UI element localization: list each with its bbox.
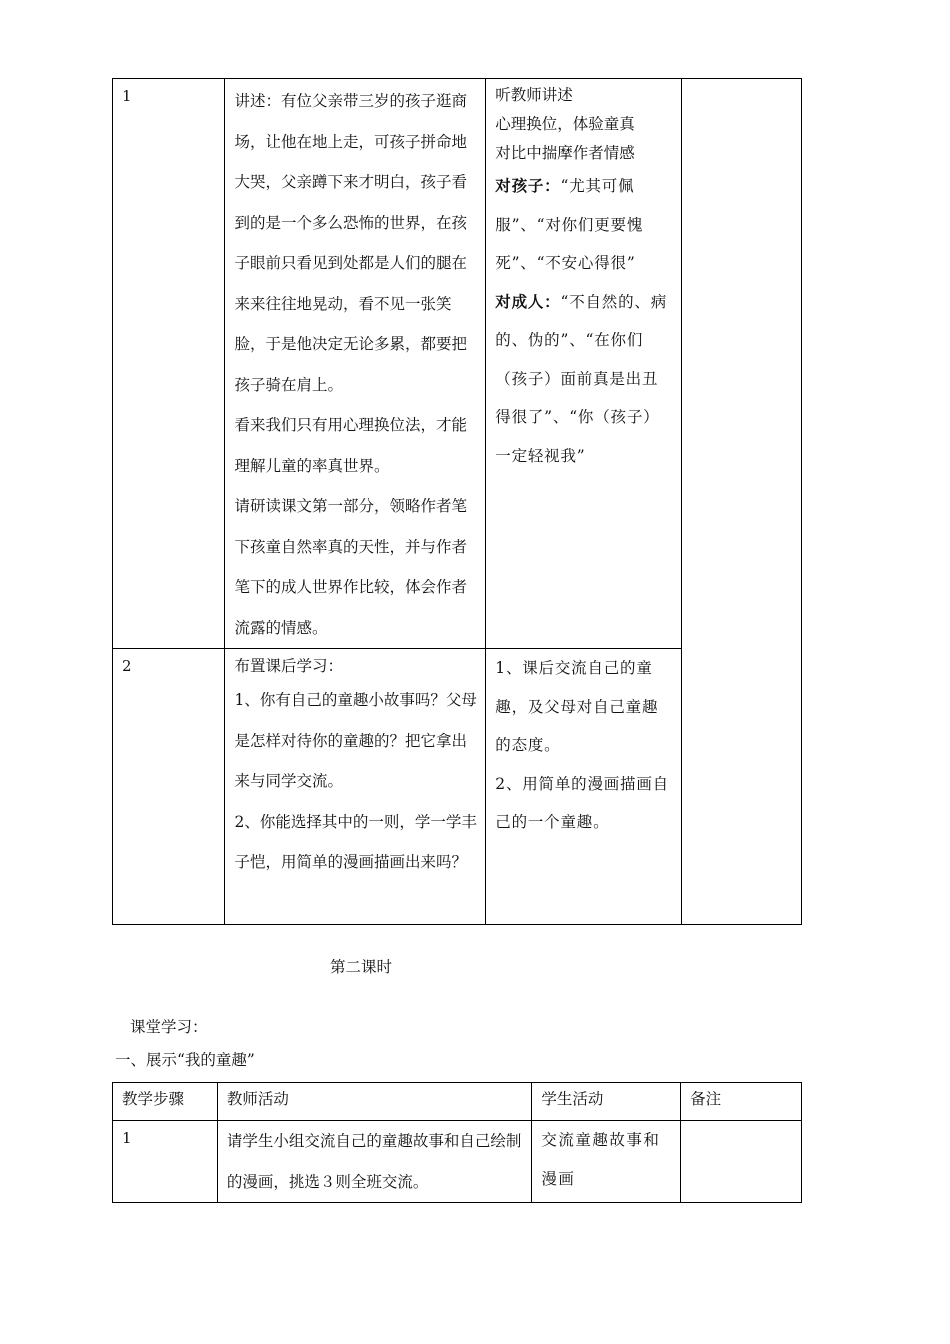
student-paragraph: 2、用简单的漫画描画自己的一个童趣。 [495, 774, 669, 831]
teacher-paragraph: 看来我们只有用心理换位法，才能理解儿童的率真世界。 [234, 416, 467, 475]
student-line: 听教师讲述 [495, 86, 573, 104]
student-activity-cell [532, 1121, 681, 1203]
lesson-table-2 [112, 1082, 802, 1203]
step-cell [113, 649, 225, 925]
teacher-activity-cell [217, 1121, 532, 1203]
teacher-paragraph: 布置课后学习： [234, 657, 343, 675]
student-activity-cell [486, 649, 681, 925]
header-note: 备注 [690, 1090, 722, 1108]
step-number: 2 [122, 657, 132, 675]
teacher-paragraph: 1、你有自己的童趣小故事吗？父母是怎样对待你的童趣的？把它拿出来与同学交流。 [234, 691, 477, 790]
student-adult-comment [495, 283, 672, 476]
class-study-heading: 课堂学习： [130, 1018, 208, 1036]
step-cell [113, 1121, 218, 1203]
child-label: 对孩子： [495, 176, 561, 195]
table-row [113, 79, 802, 649]
adult-label: 对成人： [495, 291, 561, 311]
step-number: 1 [122, 1129, 132, 1147]
session-heading: 第二课时 [330, 958, 393, 976]
student-text: 交流童趣故事和漫画 [541, 1131, 661, 1188]
student-paragraph: 1、课后交流自己的童趣，及父母对自己童趣的态度。 [495, 659, 659, 754]
header-cell [217, 1083, 532, 1121]
student-activity-cell [486, 79, 681, 649]
table-header-row [113, 1083, 802, 1121]
header-teacher: 教师活动 [226, 1090, 289, 1108]
student-line: 对比中揣摩作者情感 [495, 144, 635, 162]
header-student: 学生活动 [541, 1090, 604, 1108]
teacher-paragraph: 2、你能选择其中的一则，学一学丰子恺，用简单的漫画描画出来吗？ [234, 812, 477, 871]
teacher-text: 请学生小组交流自己的童趣故事和自己绘制的漫画，挑选３则全班交流。 [226, 1132, 522, 1191]
notes-cell [681, 79, 801, 925]
header-cell [532, 1083, 681, 1121]
step-cell [113, 79, 225, 649]
header-cell [681, 1083, 802, 1121]
step-number: 1 [122, 87, 132, 105]
table-row [113, 1121, 802, 1203]
teacher-paragraph: 讲述：有位父亲带三岁的孩子逛商场，让他在地上走，可孩子拼命地大哭，父亲蹲下来才明白，孩子看到的是一个多么恐怖的世界，在孩子眼前只看见到处都是人们的腿在来来往往地晃动，看不见一张笑脸，于是他决定无论多累，都要把孩子骑在肩上。 [234, 92, 467, 394]
student-child-comment [495, 167, 672, 283]
teacher-activity-cell [225, 649, 486, 925]
lesson-table-1 [112, 78, 802, 925]
notes-cell [681, 1121, 802, 1203]
student-line: 心理换位，体验童真 [495, 115, 635, 133]
teacher-paragraph: 请研读课文第一部分，领略作者笔下孩童自然率真的天性，并与作者笔下的成人世界作比较，体会作者流露的情感。 [234, 497, 467, 637]
header-step: 教学步骤 [122, 1090, 185, 1108]
child-text: “尤其可佩服”、“对你们更要愧死”、“不安心得很” [495, 177, 644, 272]
adult-text: “不自然的、病的、伪的”、“在你们（孩子）面前真是出丑得很了”、“你（孩子）一定轻视我” [495, 292, 668, 465]
section-heading: 一、展示“我的童趣” [115, 1051, 255, 1069]
header-cell [113, 1083, 218, 1121]
teacher-activity-cell [225, 79, 486, 649]
